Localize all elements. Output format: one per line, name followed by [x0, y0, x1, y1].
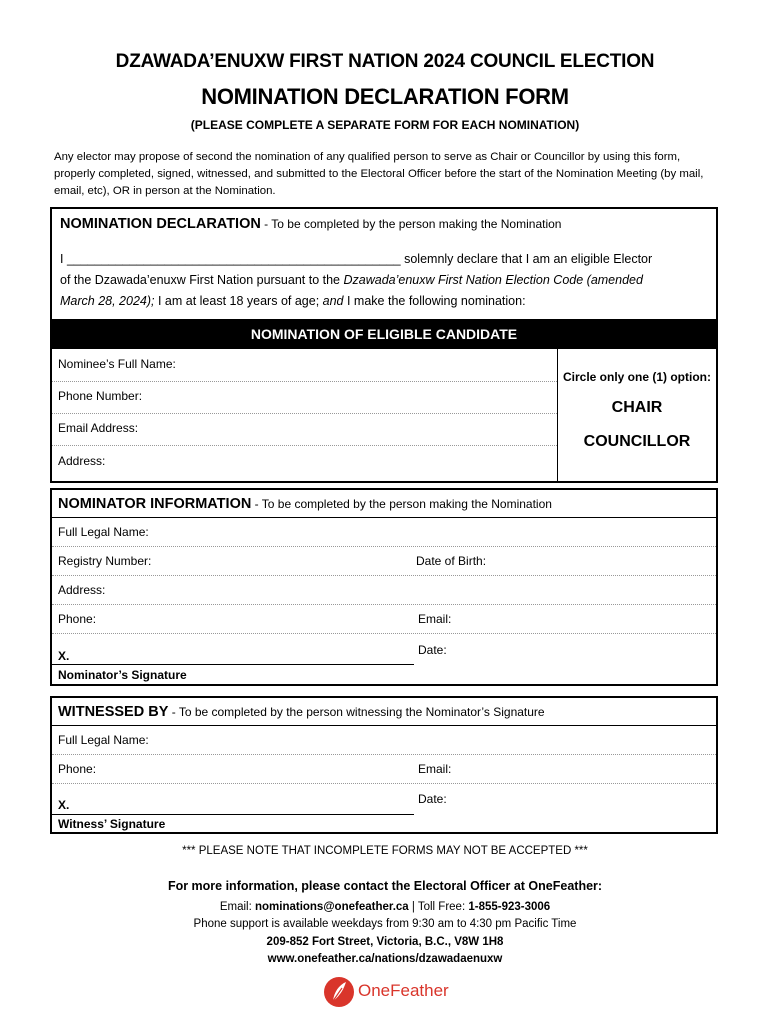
declaration-and: and	[322, 294, 344, 308]
phone-hours: Phone support is available weekdays from 9:30 am to 4:30 pm Pacific Time	[193, 918, 577, 930]
nominee-name-field[interactable]	[52, 381, 557, 382]
tollfree-number[interactable]: 1-855-923-3006	[468, 901, 551, 913]
witnessed-by-section	[50, 696, 718, 834]
nominator-address-label: Address:	[58, 583, 106, 597]
nominee-email-field[interactable]	[52, 445, 557, 446]
tollfree-label: | Toll Free:	[408, 901, 469, 913]
circle-option-label: Circle only one (1) option:	[562, 370, 711, 384]
nominator-registry-label: Registry Number:	[58, 554, 152, 568]
nominator-signature-label: Nominator’s Signature	[58, 668, 187, 682]
witness-header-rule	[52, 725, 716, 726]
nominator-dob-label: Date of Birth:	[416, 554, 487, 568]
witness-name-field[interactable]	[52, 754, 716, 755]
witness-signature-label: Witness’ Signature	[58, 817, 166, 831]
nominator-email-label: Email:	[418, 612, 452, 626]
election-code-ref: Dzawada’enuxw First Nation Election Code (amended	[343, 273, 643, 287]
witness-title: WITNESSED BY	[58, 704, 169, 720]
nominee-address-label: Address:	[58, 454, 106, 468]
witness-phone-field[interactable]	[52, 783, 716, 784]
witness-signature-line[interactable]	[52, 814, 414, 815]
nominator-header-rule	[52, 517, 716, 518]
election-heading: DZAWADA’ENUXW FIRST NATION 2024 COUNCIL ELECTION	[115, 51, 655, 72]
election-code-date: March 28, 2024);	[60, 294, 155, 308]
incomplete-forms-note: *** PLEASE NOTE THAT INCOMPLETE FORMS MAY NOT BE ACCEPTED ***	[182, 845, 588, 857]
witness-date-label: Date:	[418, 792, 447, 806]
declaration-text: I make the following nomination:	[343, 294, 526, 308]
option-councillor[interactable]: COUNCILLOR	[583, 433, 691, 450]
website-link[interactable]: www.onefeather.ca/nations/dzawadaenuxw	[267, 953, 503, 965]
email-label: Email:	[219, 901, 255, 913]
nominator-address-field[interactable]	[52, 604, 716, 605]
onefeather-logo	[320, 974, 450, 1010]
declaration-text: of the Dzawada’enuxw First Nation pursuant to the	[60, 273, 344, 287]
contact-email-link[interactable]: nominations@onefeather.ca	[254, 901, 409, 913]
contact-line	[0, 901, 770, 913]
nominator-name-field[interactable]	[52, 546, 716, 547]
declaration-line-1[interactable]: I ________________________________________________ solemnly declare that I am an eligible Elector	[60, 252, 653, 266]
nominator-subtitle: - To be completed by the person making the Nomination	[251, 497, 552, 511]
nominee-name-label: Nominee’s Full Name:	[58, 357, 176, 371]
nominator-title: NOMINATOR INFORMATION	[58, 496, 252, 512]
witness-email-label: Email:	[418, 762, 452, 776]
declaration-title: NOMINATION DECLARATION	[60, 216, 261, 232]
nominee-phone-label: Phone Number:	[58, 389, 143, 403]
nominee-email-label: Email Address:	[58, 421, 139, 435]
nominator-phone-field[interactable]	[52, 633, 716, 634]
nominator-signature-x: X.	[58, 649, 70, 663]
witness-subtitle: - To be completed by the person witnessing the Nominator’s Signature	[168, 705, 545, 719]
nominator-signature-line[interactable]	[52, 664, 414, 665]
witness-phone-label: Phone:	[58, 762, 97, 776]
logo-text: OneFeather	[358, 981, 449, 1000]
nominator-name-label: Full Legal Name:	[58, 525, 149, 539]
form-subtitle: (PLEASE COMPLETE A SEPARATE FORM FOR EACH NOMINATION)	[190, 118, 580, 132]
witness-name-label: Full Legal Name:	[58, 733, 149, 747]
witness-signature-x: X.	[58, 798, 70, 812]
nominator-date-label: Date:	[418, 643, 447, 657]
feather-icon	[322, 975, 356, 1009]
option-chair[interactable]: CHAIR	[611, 399, 663, 416]
declaration-text: I am at least 18 years of age;	[154, 294, 323, 308]
nominee-phone-field[interactable]	[52, 413, 557, 414]
declaration-statement	[60, 249, 710, 312]
contact-heading: For more information, please contact the Electoral Officer at OneFeather:	[167, 879, 603, 893]
nominator-registry-field[interactable]	[52, 575, 716, 576]
nomination-declaration-section	[50, 207, 718, 483]
nominator-phone-label: Phone:	[58, 612, 97, 626]
nominator-information-section	[50, 488, 718, 686]
declaration-subtitle: - To be completed by the person making the Nomination	[260, 217, 562, 231]
form-title: NOMINATION DECLARATION FORM	[201, 84, 569, 109]
intro-paragraph: Any elector may propose of second the nomination of any qualified person to serve as Chair or Councillor by using this form, properly completed, signed, witnessed, and submitted to the Electoral Officer before the start of the Nomination Meeting (by mail, email, etc), OR in person at the Nomination.	[54, 151, 704, 197]
candidate-banner: NOMINATION OF ELIGIBLE CANDIDATE	[52, 319, 716, 349]
mailing-address: 209-852 Fort Street, Victoria, B.C., V8W 1H8	[266, 936, 504, 948]
